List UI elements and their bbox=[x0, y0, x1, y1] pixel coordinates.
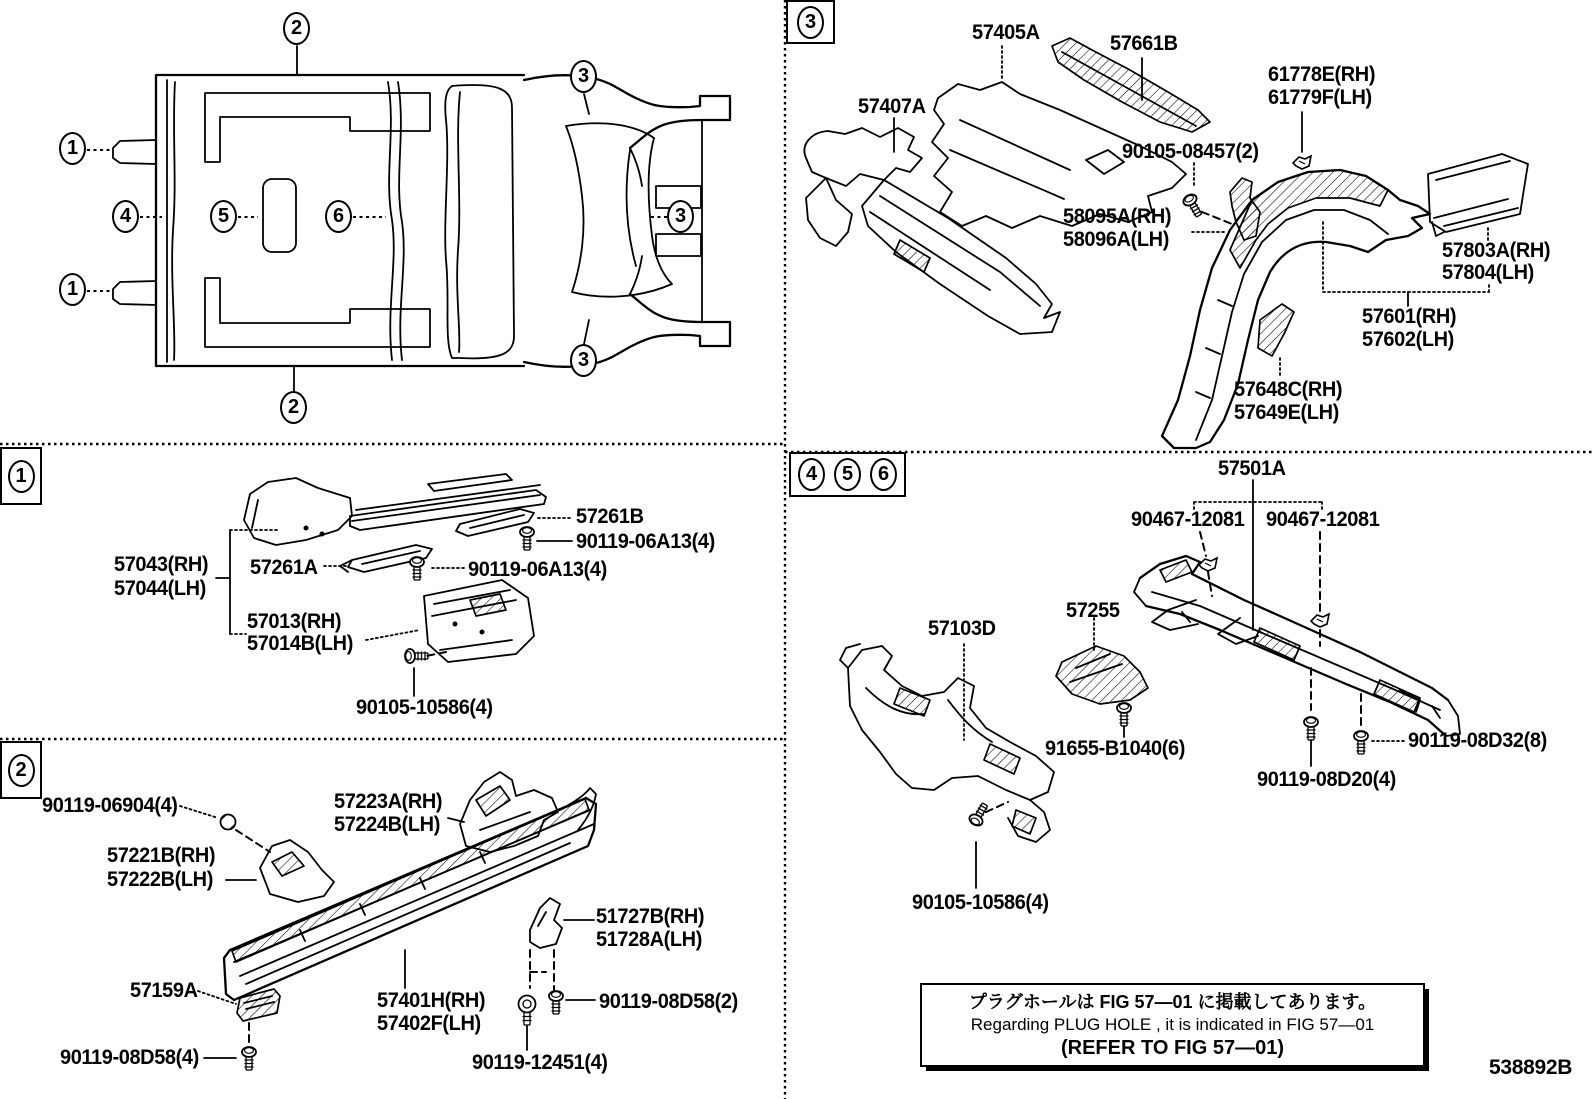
part-label-57014b-lh: 57014B(LH) bbox=[247, 632, 353, 655]
part-label-61778e-rh: 61778E(RH) bbox=[1268, 63, 1376, 86]
part-label-90467-12081-a: 90467-12081 bbox=[1131, 508, 1245, 531]
part-label-57261a: 57261A bbox=[250, 556, 318, 579]
callout-6: 6 bbox=[325, 200, 352, 233]
part-label-90467-12081-b: 90467-12081 bbox=[1266, 508, 1380, 531]
part-label-57407a: 57407A bbox=[858, 95, 926, 118]
callout-3-top: 3 bbox=[570, 60, 597, 93]
part-label-90119-06a13-a: 90119-06A13(4) bbox=[576, 530, 715, 553]
callout-1-upper: 1 bbox=[59, 132, 86, 165]
callout-3-bottom: 3 bbox=[570, 344, 597, 377]
callout-1-lower: 1 bbox=[59, 273, 86, 306]
part-label-58095a-rh: 58095A(RH) bbox=[1063, 205, 1172, 228]
part-label-57159a: 57159A bbox=[130, 979, 198, 1002]
part-label-57223a-rh: 57223A(RH) bbox=[334, 790, 443, 813]
part-label-90119-06a13-b: 90119-06A13(4) bbox=[468, 558, 607, 581]
panel2-tag-box bbox=[0, 741, 42, 799]
panel1-tag-box bbox=[0, 447, 42, 505]
part-label-57602-lh: 57602(LH) bbox=[1362, 328, 1454, 351]
part-label-57661b: 57661B bbox=[1110, 32, 1178, 55]
part-label-57222b-lh: 57222B(LH) bbox=[107, 868, 213, 891]
part-label-51727b-rh: 51727B(RH) bbox=[596, 905, 705, 928]
panel1-tag: 1 bbox=[8, 460, 35, 493]
part-label-57103d: 57103D bbox=[928, 617, 996, 640]
note-line-refer: (REFER TO FIG 57—01) bbox=[1060, 1037, 1284, 1059]
overview-floor-pan-drawing bbox=[87, 46, 730, 391]
note-line-japanese: プラグホールは FIG 57—01 に掲載してあります。 bbox=[968, 992, 1377, 1012]
part-label-57649e-lh: 57649E(LH) bbox=[1234, 401, 1339, 424]
part-label-61779f-lh: 61779F(LH) bbox=[1268, 86, 1372, 109]
panel456-tag-4: 4 bbox=[798, 458, 825, 491]
part-label-57221b-rh: 57221B(RH) bbox=[107, 844, 216, 867]
callout-5: 5 bbox=[210, 200, 237, 233]
note-line-english: Regarding PLUG HOLE , it is indicated in FIG 57—01 bbox=[970, 1015, 1375, 1034]
part-label-57401h-rh: 57401H(RH) bbox=[377, 989, 486, 1012]
part-label-57804-lh: 57804(LH) bbox=[1442, 261, 1534, 284]
part-label-57803a-rh: 57803A(RH) bbox=[1442, 239, 1551, 262]
part-label-90119-08d58-4: 90119-08D58(4) bbox=[60, 1046, 199, 1069]
plug-hole-note-box bbox=[920, 983, 1425, 1067]
part-label-90105-10586-p456: 90105-10586(4) bbox=[912, 891, 1049, 914]
part-label-90119-12451: 90119-12451(4) bbox=[472, 1051, 608, 1074]
part-label-57013-rh: 57013(RH) bbox=[247, 610, 342, 633]
part-label-57402f-lh: 57402F(LH) bbox=[377, 1012, 481, 1035]
part-label-90119-08d58-2: 90119-08D58(2) bbox=[599, 990, 738, 1013]
callout-2-top: 2 bbox=[283, 12, 310, 45]
part-label-57648c-rh: 57648C(RH) bbox=[1234, 378, 1343, 401]
figure-id: 538892B bbox=[1489, 1056, 1573, 1079]
panel456-tag-box bbox=[789, 452, 906, 497]
part-label-57405a: 57405A bbox=[972, 21, 1040, 44]
part-label-57224b-lh: 57224B(LH) bbox=[334, 813, 440, 836]
panel456-tag-6: 6 bbox=[870, 458, 897, 491]
panel3-tag-box bbox=[786, 0, 835, 44]
part-label-58096a-lh: 58096A(LH) bbox=[1063, 228, 1169, 251]
part-label-90119-08d32: 90119-08D32(8) bbox=[1408, 729, 1547, 752]
part-label-57043-rh: 57043(RH) bbox=[114, 553, 209, 576]
part-label-91655-b1040: 91655-B1040(6) bbox=[1045, 737, 1185, 760]
part-label-51728a-lh: 51728A(LH) bbox=[596, 928, 702, 951]
part-label-57501a: 57501A bbox=[1218, 457, 1286, 480]
part-label-57601-rh: 57601(RH) bbox=[1362, 305, 1457, 328]
part-label-57044-lh: 57044(LH) bbox=[114, 577, 206, 600]
panel1-art bbox=[216, 474, 572, 696]
panel2-tag: 2 bbox=[8, 754, 35, 787]
panel456-tag-5: 5 bbox=[834, 458, 861, 491]
part-label-57261b: 57261B bbox=[576, 505, 644, 528]
part-label-90105-10586-p1: 90105-10586(4) bbox=[356, 696, 493, 719]
panel3-tag: 3 bbox=[797, 6, 824, 39]
callout-2-bottom: 2 bbox=[280, 391, 307, 424]
panel456-art bbox=[840, 480, 1460, 888]
part-label-57255: 57255 bbox=[1066, 599, 1120, 622]
part-label-90119-06904: 90119-06904(4) bbox=[42, 794, 178, 817]
callout-4: 4 bbox=[112, 200, 139, 233]
part-label-90119-08d20: 90119-08D20(4) bbox=[1257, 768, 1396, 791]
callout-3-right: 3 bbox=[667, 200, 694, 233]
part-label-90105-08457: 90105-08457(2) bbox=[1122, 140, 1259, 163]
